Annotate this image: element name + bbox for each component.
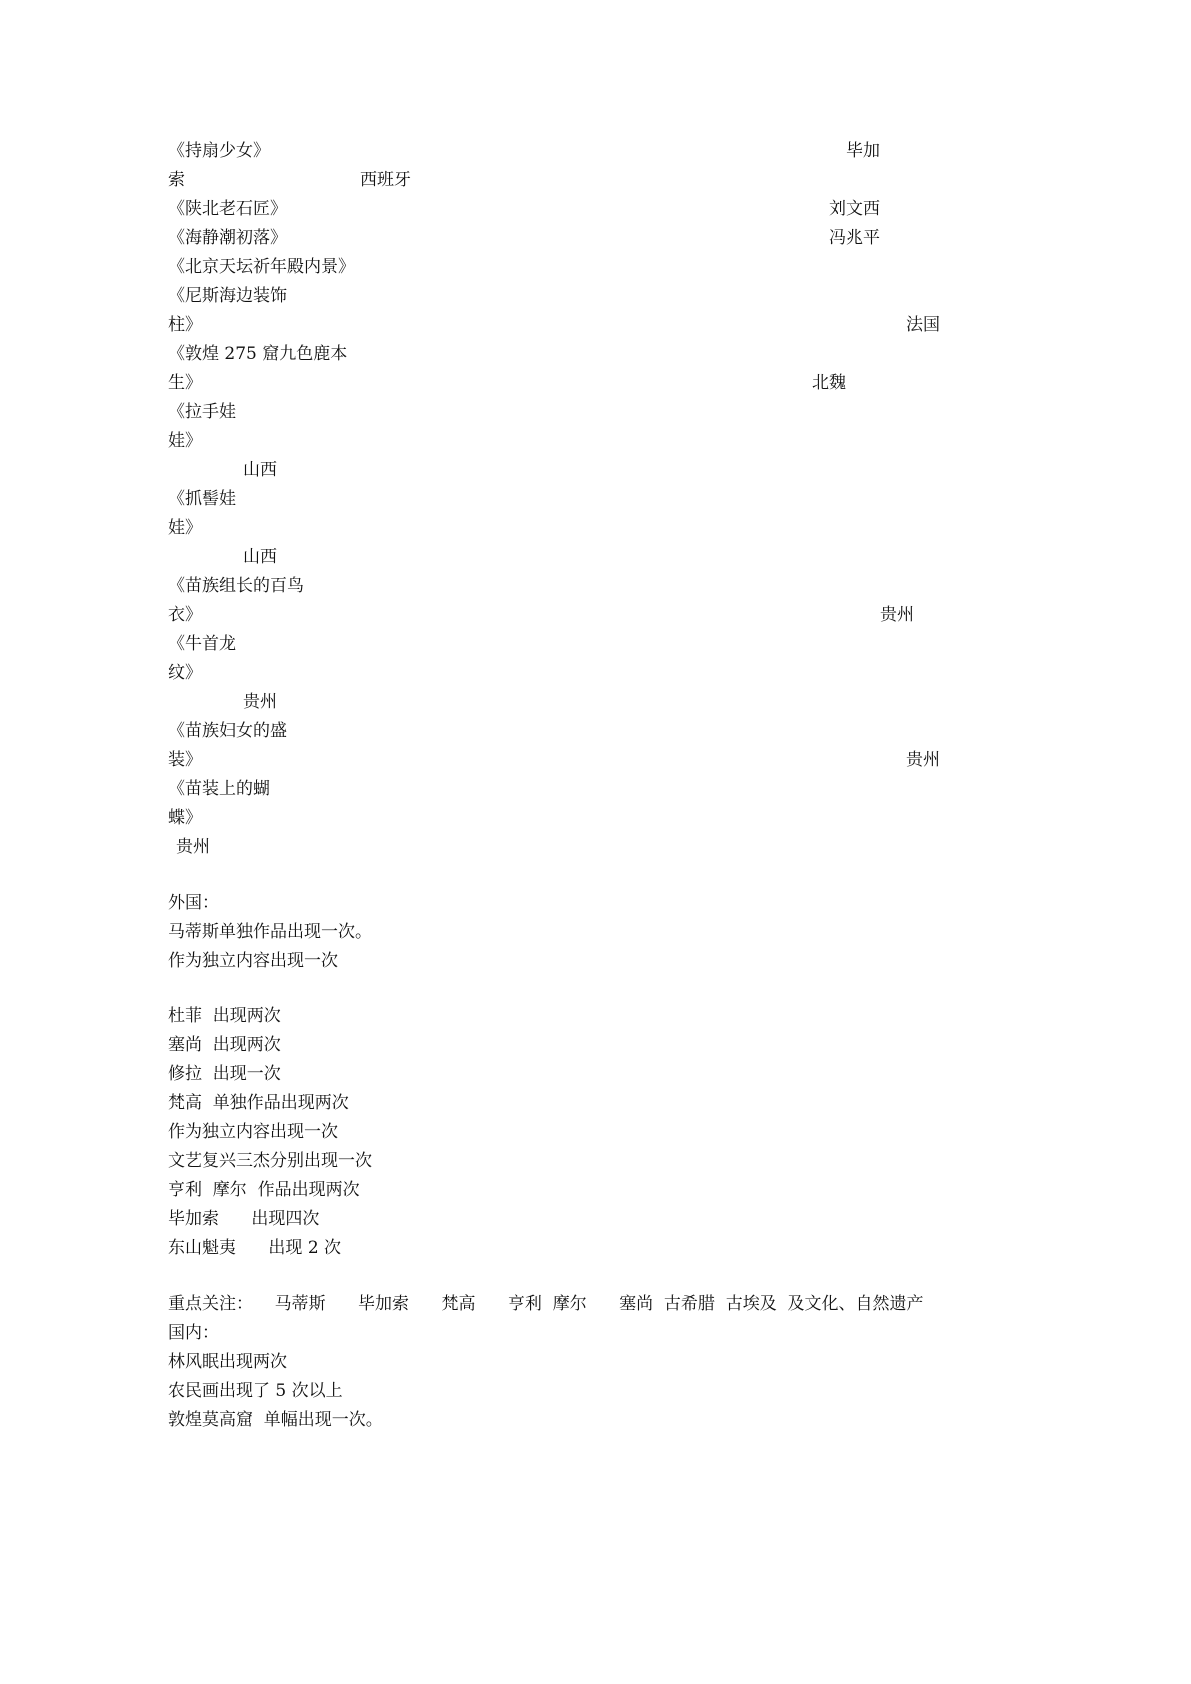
country-text: 西班牙 xyxy=(360,170,411,190)
region-text: 贵州 xyxy=(243,692,277,712)
work-title-line: 《持扇少女》 xyxy=(168,141,270,161)
note-line: 林风眠出现两次 xyxy=(168,1352,287,1372)
work-title-line: 蝶》 xyxy=(168,808,202,828)
section-heading-domestic: 国内： xyxy=(168,1323,219,1343)
region-text: 贵州 xyxy=(880,605,914,625)
note-line: 毕加索 出现四次 xyxy=(168,1209,320,1229)
work-title-line: 《苗族妇女的盛 xyxy=(168,721,287,741)
note-line: 作为独立内容出现一次 xyxy=(168,951,338,971)
note-line: 作为独立内容出现一次 xyxy=(168,1122,338,1142)
work-title-line: 《苗族组长的百鸟 xyxy=(168,576,304,596)
note-line: 马蒂斯单独作品出现一次。 xyxy=(168,922,372,942)
region-text: 贵州 xyxy=(176,837,210,857)
work-title-line: 《牛首龙 xyxy=(168,634,236,654)
work-title-line: 《北京天坛祈年殿内景》 xyxy=(168,257,355,277)
work-title-line: 《敦煌 275 窟九色鹿本 xyxy=(168,344,348,364)
region-text: 山西 xyxy=(243,547,277,567)
work-title-line: 娃》 xyxy=(168,518,202,538)
region-text: 贵州 xyxy=(906,750,940,770)
period-text: 北魏 xyxy=(812,373,846,393)
work-title-line: 衣》 xyxy=(168,605,202,625)
note-line: 东山魁夷 出现 2 次 xyxy=(168,1238,342,1258)
focus-line: 重点关注： 马蒂斯 毕加索 梵高 亨利 摩尔 塞尚 古希腊 古埃及 及文化、自然遗产 xyxy=(168,1294,924,1314)
note-line: 杜菲 出现两次 xyxy=(168,1006,281,1026)
artist-text: 刘文西 xyxy=(829,199,880,219)
work-title-line: 《拉手娃 xyxy=(168,402,236,422)
note-line: 农民画出现了 5 次以上 xyxy=(168,1381,343,1401)
note-line: 修拉 出现一次 xyxy=(168,1064,281,1084)
note-line: 塞尚 出现两次 xyxy=(168,1035,281,1055)
work-title-line: 《尼斯海边装饰 xyxy=(168,286,287,306)
work-title-line: 娃》 xyxy=(168,431,202,451)
work-title-line: 生》 xyxy=(168,373,202,393)
work-title-line: 纹》 xyxy=(168,663,202,683)
work-title-line: 柱》 xyxy=(168,315,202,335)
work-title-line: 《苗装上的蝴 xyxy=(168,779,270,799)
region-text: 山西 xyxy=(243,460,277,480)
note-line: 敦煌莫高窟 单幅出现一次。 xyxy=(168,1410,383,1430)
work-title-line: 《抓髻娃 xyxy=(168,489,236,509)
work-title-line: 装》 xyxy=(168,750,202,770)
note-line: 梵高 单独作品出现两次 xyxy=(168,1093,349,1113)
artist-text: 毕加 xyxy=(846,141,880,161)
artist-text: 冯兆平 xyxy=(829,228,880,248)
country-text: 法国 xyxy=(906,315,940,335)
section-heading-foreign: 外国： xyxy=(168,893,219,913)
artist-text: 索 xyxy=(168,170,185,190)
work-title-line: 《陕北老石匠》 xyxy=(168,199,287,219)
note-line: 文艺复兴三杰分别出现一次 xyxy=(168,1151,372,1171)
work-title-line: 《海静潮初落》 xyxy=(168,228,287,248)
note-line: 亨利 摩尔 作品出现两次 xyxy=(168,1180,360,1200)
